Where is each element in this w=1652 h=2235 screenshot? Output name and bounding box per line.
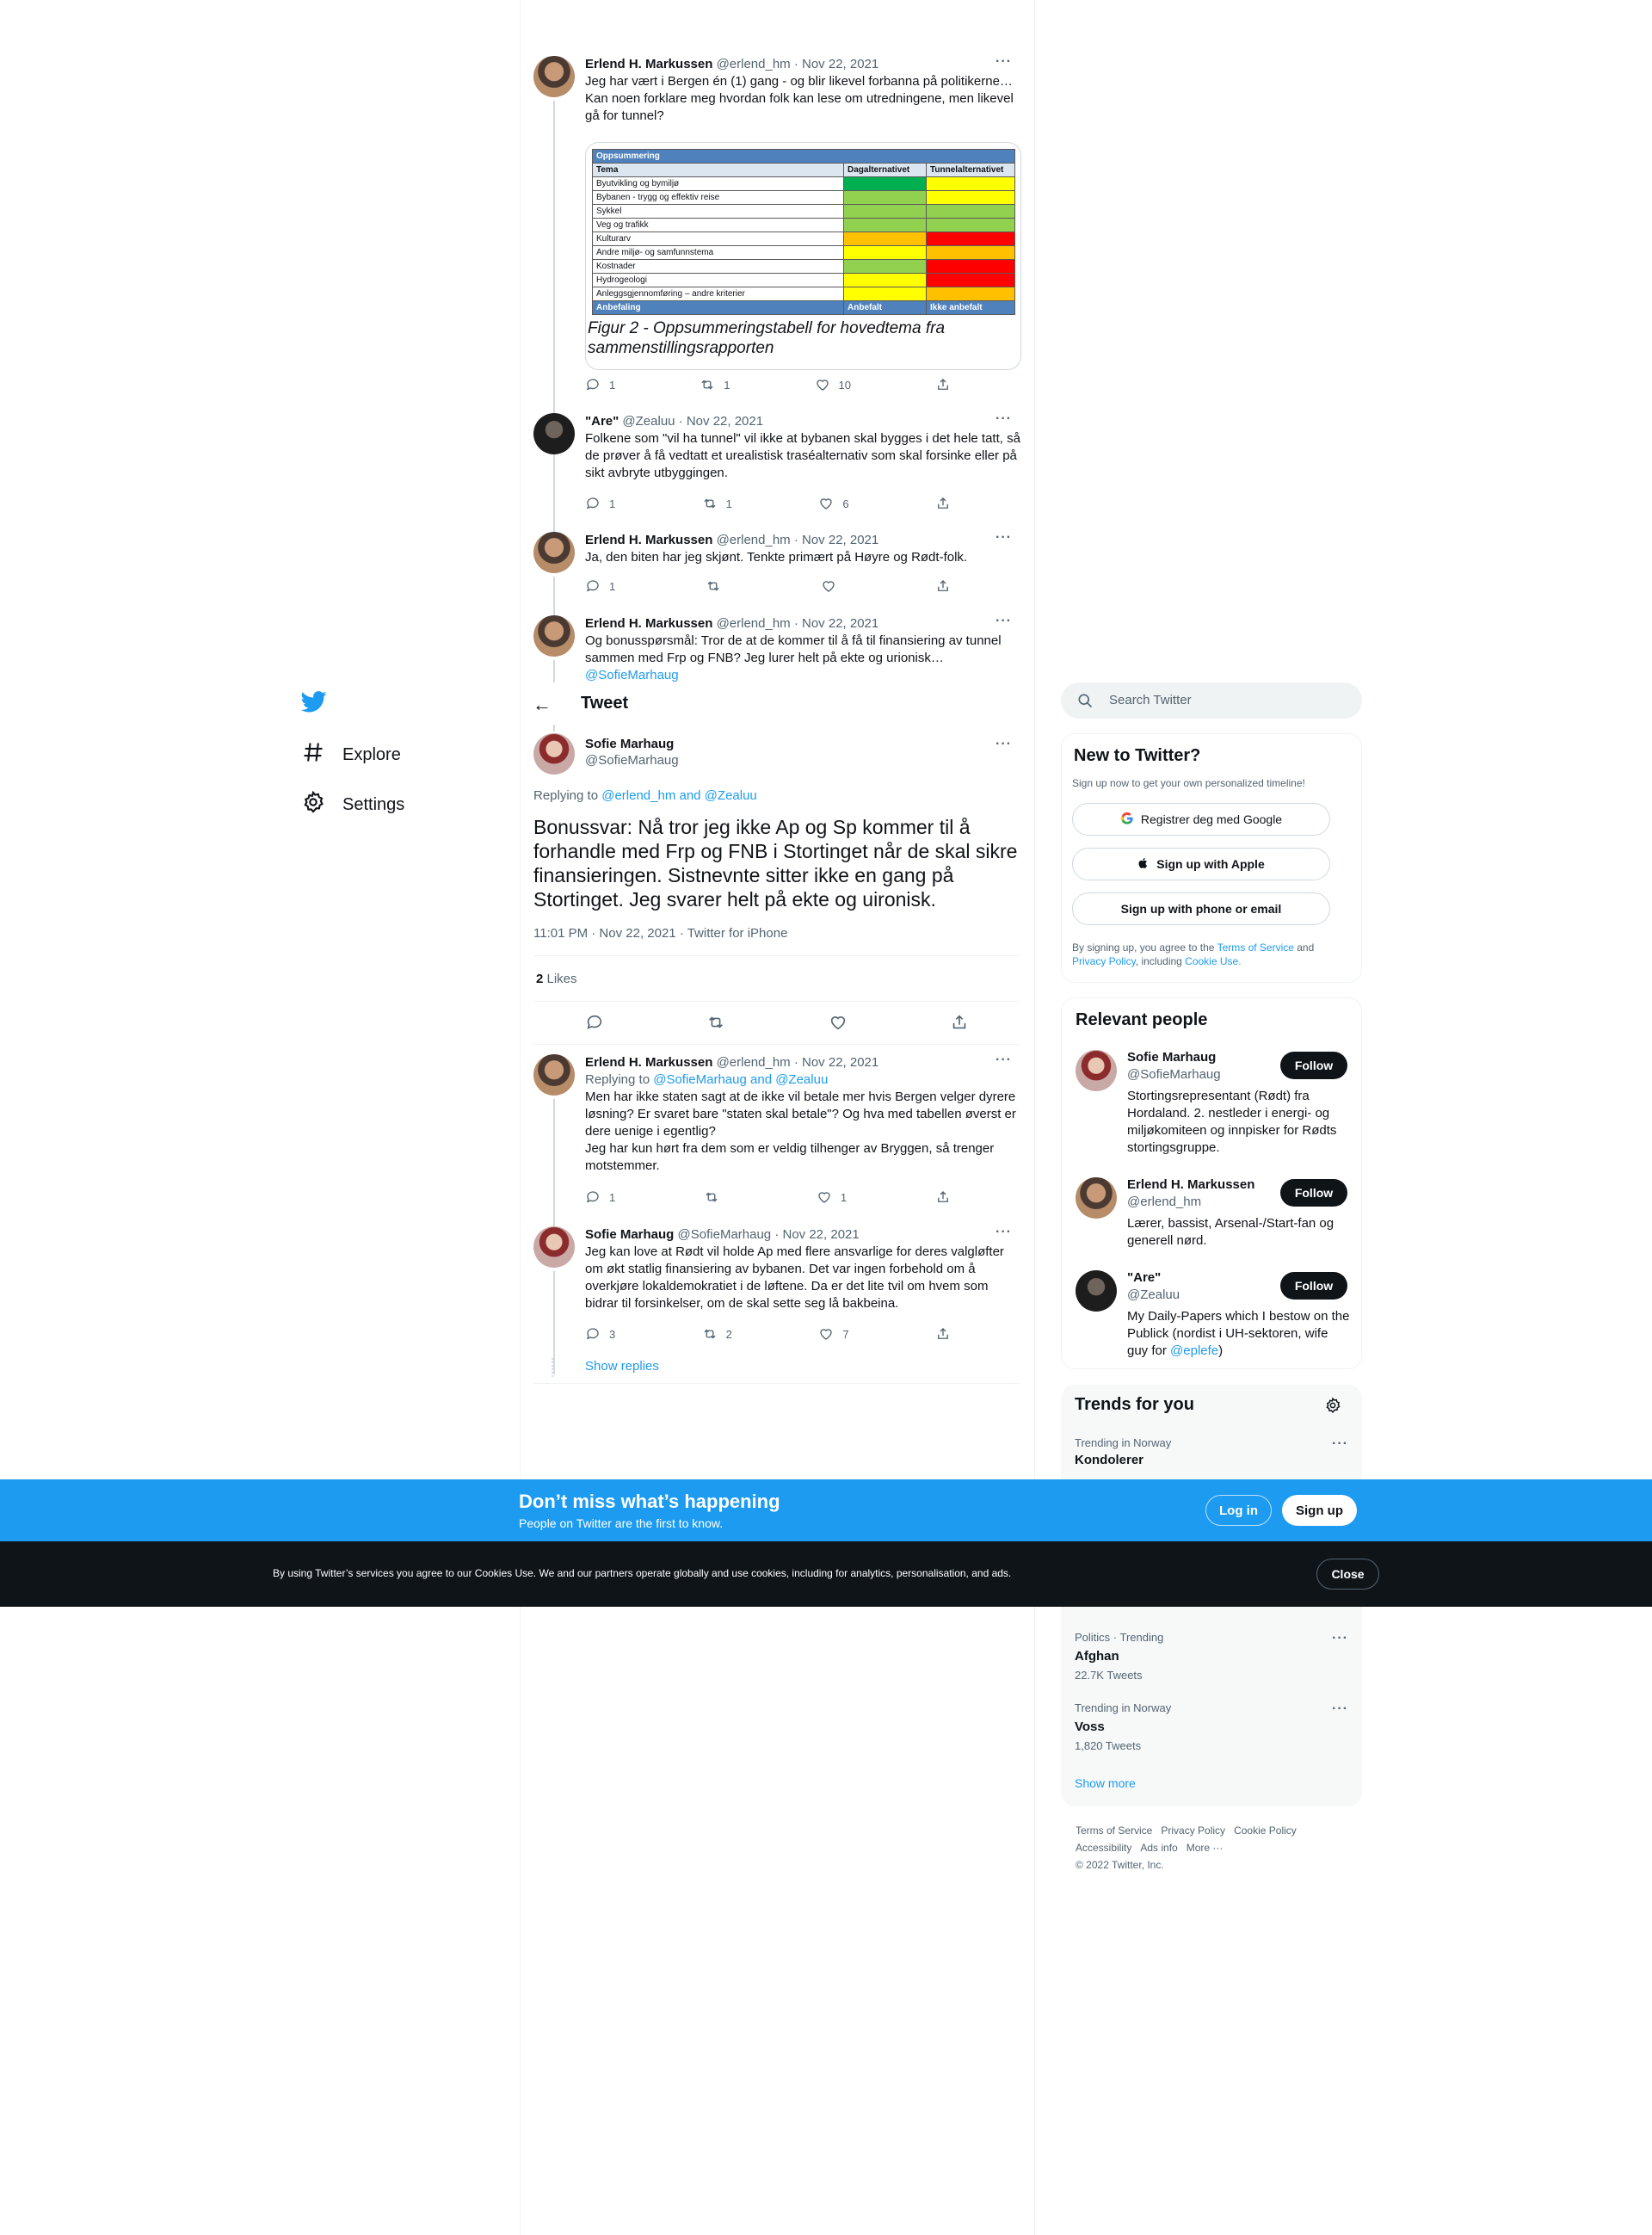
like-button[interactable]: 6 [818, 496, 848, 511]
likes-count[interactable]: 2 Likes [536, 972, 577, 986]
author-handle[interactable]: @SofieMarhaug [585, 753, 679, 768]
replying-to-link[interactable]: @SofieMarhaug and @Zealuu [653, 1072, 829, 1087]
table-cell-label: Hydrogeologi [593, 274, 844, 287]
table-header: Tema [593, 164, 844, 177]
rating-cell-tunnelalternativet [927, 274, 1015, 287]
more-options-icon[interactable]: ··· [996, 1053, 1012, 1067]
avatar[interactable] [533, 413, 575, 454]
table-row [593, 246, 1015, 260]
retweet-icon [706, 578, 721, 594]
table-cell-label: Kostnader [593, 260, 844, 274]
settings-gear-icon[interactable] [1324, 1397, 1341, 1418]
table-row [593, 287, 1015, 301]
rating-cell-tunnelalternativet [927, 246, 1015, 260]
avatar[interactable] [533, 1226, 575, 1268]
follow-button[interactable]: Follow [1280, 1052, 1347, 1079]
reply-button[interactable] [585, 1013, 604, 1036]
trend-context: Trending in Norway [1075, 1436, 1172, 1449]
rating-cell-dagalternativet [844, 191, 927, 205]
rating-cell-dagalternativet [844, 232, 927, 246]
trend-count: 1,820 Tweets [1075, 1739, 1142, 1752]
reply-button[interactable]: 1 [585, 578, 615, 594]
tweet-text: Folkene som "vil ha tunnel" vil ikke at bybanen skal bygges i det hele tatt, så de prøver å få vedtatt et urealistisk traséalternativ som skal forsinke eller på sikt avbryte utbyggingen. [585, 431, 1020, 480]
more-options-icon[interactable]: ··· [1332, 1631, 1348, 1645]
avatar[interactable] [533, 615, 575, 657]
avatar[interactable] [533, 1054, 575, 1096]
like-button[interactable]: 1 [817, 1189, 847, 1205]
author-name[interactable]: Erlend H. Markussen [585, 616, 713, 631]
retweet-button[interactable] [706, 1013, 725, 1036]
person-handle[interactable]: @erlend_hm [1127, 1195, 1202, 1209]
footer-link[interactable]: Terms of Service [1076, 1824, 1153, 1837]
privacy-link[interactable]: Privacy Policy [1072, 955, 1136, 967]
more-options-icon[interactable]: ··· [996, 411, 1012, 426]
table-row [593, 260, 1015, 274]
trends-title: Trends for you [1075, 1395, 1194, 1414]
retweet-button[interactable] [706, 578, 730, 594]
tweet-text: Jeg har vært i Bergen én (1) gang - og blir likevel forbanna på politikerne… Kan noen forklare meg hvordan folk kan lese om utredningene, men likevel gå for tunnel? [585, 74, 1014, 123]
table-cell-label: Andre miljø- og samfunnstema [593, 246, 844, 260]
footer-link[interactable]: Cookie Policy [1234, 1824, 1297, 1837]
reply-button[interactable]: 1 [585, 377, 615, 392]
more-options-icon[interactable]: ··· [1332, 1436, 1348, 1451]
heart-icon [818, 496, 834, 511]
trend-item[interactable] [1075, 1631, 1348, 1682]
trend-count: 22.7K Tweets [1075, 1669, 1143, 1682]
table-cell-label: Sykkel [593, 205, 844, 219]
heart-icon [817, 1189, 832, 1205]
reply-icon [585, 496, 601, 511]
avatar[interactable] [1076, 1177, 1117, 1219]
timeline-right-border [1034, 0, 1035, 2235]
trend-name: Voss [1075, 1719, 1105, 1734]
rating-cell-tunnelalternativet [927, 219, 1015, 232]
search-icon [1076, 692, 1094, 713]
promo-subtitle: People on Twitter are the first to know. [519, 1516, 724, 1530]
more-options-icon[interactable]: ··· [996, 737, 1012, 751]
table-cell-label: Kulturarv [593, 232, 844, 246]
share-icon [950, 1013, 969, 1032]
retweet-icon [706, 1013, 725, 1032]
rating-cell-dagalternativet [844, 205, 927, 219]
trend-context: Politics · Trending [1075, 1631, 1164, 1644]
table-row [593, 219, 1015, 232]
share-icon [935, 1326, 951, 1342]
table-cell-label: Byutvikling og bymiljø [593, 177, 844, 191]
reply-icon [585, 1189, 601, 1205]
promo-title: Don’t miss what’s happening [519, 1491, 780, 1512]
avatar[interactable] [533, 532, 575, 573]
footer-link[interactable]: Privacy Policy [1161, 1824, 1226, 1837]
rating-cell-tunnelalternativet [927, 232, 1015, 246]
hashtag-icon [301, 740, 325, 769]
rating-cell-tunnelalternativet [927, 260, 1015, 274]
heart-icon [815, 377, 830, 392]
share-button[interactable] [950, 1013, 969, 1036]
cookie-banner [0, 1541, 1652, 1607]
google-icon [1120, 812, 1134, 828]
more-options-icon[interactable]: ··· [996, 615, 1012, 628]
author-name[interactable]: Erlend H. Markussen [585, 533, 713, 547]
share-icon [935, 1189, 951, 1205]
login-button[interactable]: Log in [1205, 1495, 1272, 1526]
avatar[interactable] [1076, 1270, 1117, 1312]
person-bio: My Daily-Papers which I bestow on the Publick (nordist i UH-sektoren, wife guy for @eplefe) [1127, 1309, 1350, 1358]
rating-cell-dagalternativet [844, 274, 927, 287]
share-button[interactable] [935, 578, 951, 594]
more-options-icon[interactable]: ··· [1332, 1701, 1348, 1716]
retweet-button[interactable]: 1 [700, 377, 730, 392]
share-button[interactable] [935, 496, 951, 511]
like-button[interactable]: 7 [818, 1326, 848, 1342]
nav-explore-label: Explore [342, 744, 401, 764]
reply-icon [585, 578, 601, 594]
rating-cell-tunnelalternativet [927, 287, 1015, 301]
timeline-left-border [520, 0, 521, 2235]
person-handle[interactable]: @Zealuu [1127, 1287, 1180, 1302]
cookie-link[interactable]: Cookie Use. [1185, 955, 1242, 967]
author-handle[interactable]: @erlend_hm [716, 1055, 791, 1070]
author-name[interactable]: Sofie Marhaug [585, 737, 675, 751]
tweet-date[interactable]: · Nov 22, 2021 [793, 616, 879, 631]
search-input[interactable] [1061, 682, 1362, 719]
follow-button[interactable]: Follow [1280, 1272, 1347, 1300]
retweet-button[interactable]: 2 [702, 1326, 732, 1342]
relevant-people-panel [1061, 997, 1362, 1369]
author-handle[interactable]: @erlend_hm [716, 57, 791, 71]
table-cell-label: Anleggsgjennomføring – andre kriterier [593, 287, 844, 301]
author-name[interactable]: "Are" [585, 414, 620, 429]
copyright: © 2022 Twitter, Inc. [1076, 1859, 1164, 1871]
footer-link[interactable]: Ads info [1140, 1842, 1178, 1854]
show-more-link[interactable]: Show more [1075, 1776, 1136, 1790]
author-handle[interactable]: @SofieMarhaug [677, 1227, 772, 1242]
google-signup-button[interactable]: Registrer deg med Google [1072, 803, 1330, 836]
share-button[interactable] [935, 1189, 951, 1205]
author-name[interactable]: Sofie Marhaug [585, 1227, 675, 1242]
twitter-logo-icon[interactable] [301, 688, 327, 719]
show-replies-link[interactable]: Show replies [585, 1359, 659, 1374]
rating-cell-dagalternativet [844, 177, 927, 191]
trend-context: Trending in Norway [1075, 1701, 1172, 1714]
tweet-header-bar [521, 682, 1034, 727]
nav-settings[interactable] [301, 790, 404, 819]
table-cell-label: Bybanen - trygg og effektiv reise [593, 191, 844, 205]
signup-promo-bar [0, 1479, 1652, 1541]
table-footer: Anbefalt [844, 301, 927, 315]
summary-table [592, 149, 1015, 315]
share-icon [935, 496, 951, 511]
close-cookie-button[interactable]: Close [1316, 1559, 1379, 1590]
signup-legal: By signing up, you agree to the Terms of Service and Privacy Policy, including Cookie Use. [1072, 942, 1315, 967]
trend-item[interactable] [1075, 1436, 1348, 1467]
retweet-icon [704, 1189, 719, 1205]
heart-icon [818, 1326, 834, 1342]
mention-link[interactable]: @SofieMarhaug [585, 668, 679, 682]
table-caption: Figur 2 - Oppsummeringstabell for hovedtema fra sammenstillingsrapporten [588, 319, 946, 357]
person-name[interactable]: Erlend H. Markussen [1127, 1177, 1255, 1192]
author-handle[interactable]: @Zealuu [622, 414, 675, 429]
table-row [593, 177, 1015, 191]
tweet-text: Og bonusspørsmål: Tror de at de kommer til å få til finansiering av tunnel sammen med Frp og FNB? Jeg lurer helt på ekte og urionisk… [585, 633, 1002, 665]
avatar[interactable] [533, 733, 575, 775]
signup-panel [1061, 733, 1362, 983]
search-placeholder: Search Twitter [1109, 693, 1192, 707]
apple-icon [1137, 856, 1150, 873]
retweet-icon [702, 1326, 718, 1342]
author-name[interactable]: Erlend H. Markussen [585, 1055, 713, 1070]
like-button[interactable] [821, 578, 845, 594]
apple-signup-button[interactable]: Sign up with Apple [1072, 848, 1330, 880]
footer-link[interactable]: More ··· [1186, 1842, 1224, 1854]
person-bio: Stortingsrepresentant (Rødt) fra Hordaland. 2. nestleder i energi- og miljøkomiteen og innpisker for Rødts stortingsgruppe. [1127, 1089, 1337, 1155]
focused-actions [533, 1013, 1020, 1036]
summary-table-image[interactable] [585, 142, 1021, 370]
avatar[interactable] [533, 56, 575, 97]
table-header: Dagalternativet [844, 164, 927, 177]
reply-button[interactable]: 1 [585, 1189, 615, 1205]
focused-tweet-text: Bonussvar: Nå tror jeg ikke Ap og Sp kommer til å forhandle med Frp og FNB i Stortinget når de skal sikre finansieringen. Sistnevnte sitter ikke en gang på Stortinget. Jeg svarer helt på ekte og uironisk. [533, 816, 1018, 911]
author-handle[interactable]: @erlend_hm [716, 533, 791, 547]
more-options-icon[interactable]: ··· [996, 1225, 1012, 1239]
heart-icon [821, 578, 836, 594]
reply-icon [585, 1326, 601, 1342]
replying-to-link[interactable]: @erlend_hm and @Zealuu [601, 788, 757, 803]
thread-line [553, 660, 555, 682]
table-footer: Ikke anbefalt [927, 301, 1015, 315]
table-row [593, 232, 1015, 246]
page-title: Tweet [581, 694, 629, 713]
share-button[interactable] [935, 1326, 951, 1342]
bio-link[interactable]: @eplefe [1170, 1343, 1219, 1358]
person-bio: Lærer, bassist, Arsenal-/Start-fan og generell nørd. [1127, 1216, 1335, 1248]
trend-name: Afghan [1075, 1649, 1119, 1664]
author-name[interactable]: Erlend H. Markussen [585, 57, 713, 71]
thread-line [553, 577, 555, 615]
table-row [593, 205, 1015, 219]
gear-icon [301, 790, 325, 819]
person-name[interactable]: "Are" [1127, 1270, 1162, 1285]
thread-tweet-4[interactable] [533, 615, 1020, 682]
tweet-text: Jeg kan love at Rødt vil holde Ap med flere ansvarlige for deres valgløfter om økt statlig finansiering av bybanen. Det var ingen forbehold om å overkjøre lokaldemokratiet i de løftene. Da er det lite tvil om hvem som bidrar til forsinkelser, om de skal sette seg lå bakbeina. [585, 1244, 1004, 1311]
replying-to: Replying to @erlend_hm and @Zealuu [533, 788, 757, 803]
relevant-title: Relevant people [1076, 1010, 1208, 1029]
retweet-button[interactable] [704, 1189, 728, 1205]
terms-link[interactable]: Terms of Service [1217, 942, 1294, 954]
thread-line [553, 1099, 555, 1237]
person-handle[interactable]: @SofieMarhaug [1127, 1067, 1221, 1082]
share-button[interactable] [935, 377, 951, 392]
reply-icon [585, 377, 601, 392]
follow-button[interactable]: Follow [1280, 1179, 1347, 1207]
signup-title: New to Twitter? [1074, 746, 1201, 765]
tweet-date[interactable]: · Nov 22, 2021 [793, 533, 879, 547]
replying-to: Replying to @SofieMarhaug and @Zealuu [585, 1072, 829, 1087]
table-row [593, 191, 1015, 205]
share-icon [935, 578, 951, 594]
author-handle[interactable]: @erlend_hm [716, 616, 791, 631]
avatar[interactable] [1076, 1050, 1117, 1091]
signup-button[interactable]: Sign up [1282, 1495, 1357, 1526]
table-cell-label: Veg og trafikk [593, 219, 844, 232]
retweet-icon [702, 496, 718, 511]
rating-cell-tunnelalternativet [927, 205, 1015, 219]
tweet-text: Ja, den biten har jeg skjønt. Tenkte primært på Høyre og Rødt-folk. [585, 550, 968, 565]
like-button[interactable] [829, 1013, 848, 1036]
footer-links [1076, 1822, 1297, 1874]
back-arrow-icon[interactable]: ← [533, 694, 552, 715]
retweet-icon [700, 377, 715, 392]
heart-icon [829, 1013, 848, 1032]
reply-button[interactable]: 1 [585, 496, 615, 511]
share-icon [935, 377, 951, 392]
table-header: Tunnelalternativet [927, 164, 1015, 177]
rating-cell-tunnelalternativet [927, 177, 1015, 191]
nav-explore[interactable] [301, 740, 401, 769]
trend-name: Kondolerer [1075, 1453, 1144, 1467]
tweet-date[interactable]: · Nov 22, 2021 [793, 1055, 879, 1070]
person-name[interactable]: Sofie Marhaug [1127, 1050, 1217, 1065]
signup-subtitle: Sign up now to get your own personalized timeline! [1072, 777, 1305, 789]
tweet-timestamp[interactable]: 11:01 PM · Nov 22, 2021 · Twitter for iPhone [533, 926, 788, 941]
rating-cell-tunnelalternativet [927, 191, 1015, 205]
tweet-date[interactable]: · Nov 22, 2021 [678, 414, 764, 429]
more-options-icon[interactable]: ··· [996, 54, 1012, 69]
tweet-text: Men har ikke staten sagt at de ikke vil betale mer hvis Bergen velger dyrere løsning? Er svaret bare "staten skal betale"? Og hva med tabellen øverst er dere uenige i egentlig? Jeg har kun hørt fra dem som er veldig tilhenger av Bryggen, så trenger motstemmer. [585, 1090, 1016, 1173]
rating-cell-dagalternativet [844, 246, 927, 260]
thread-dots [552, 1358, 553, 1377]
trend-item[interactable] [1075, 1701, 1348, 1752]
thread-line [553, 725, 555, 732]
thread-line [553, 1271, 555, 1374]
thread-line [553, 101, 555, 458]
cookie-text: By using Twitter’s services you agree to our Cookies Use. We and our partners operate globally and use cookies, including for analytics, personalisation, and ads. [273, 1567, 1012, 1579]
nav-settings-label: Settings [342, 794, 405, 814]
like-button[interactable]: 10 [815, 377, 851, 392]
table-row [593, 274, 1015, 287]
reply-button[interactable]: 3 [585, 1326, 615, 1342]
tweet-date[interactable]: · Nov 22, 2021 [774, 1227, 860, 1242]
table-footer: Anbefaling [593, 301, 844, 315]
retweet-button[interactable]: 1 [702, 496, 732, 511]
rating-cell-dagalternativet [844, 287, 927, 301]
table-title: Oppsummering [593, 150, 1015, 164]
more-options-icon[interactable]: ··· [996, 530, 1012, 545]
reply-icon [585, 1013, 604, 1032]
rating-cell-dagalternativet [844, 260, 927, 274]
footer-link[interactable]: Accessibility [1076, 1842, 1132, 1854]
phone-signup-button[interactable]: Sign up with phone or email [1072, 892, 1330, 925]
rating-cell-dagalternativet [844, 219, 927, 232]
tweet-date[interactable]: · Nov 22, 2021 [793, 57, 879, 71]
